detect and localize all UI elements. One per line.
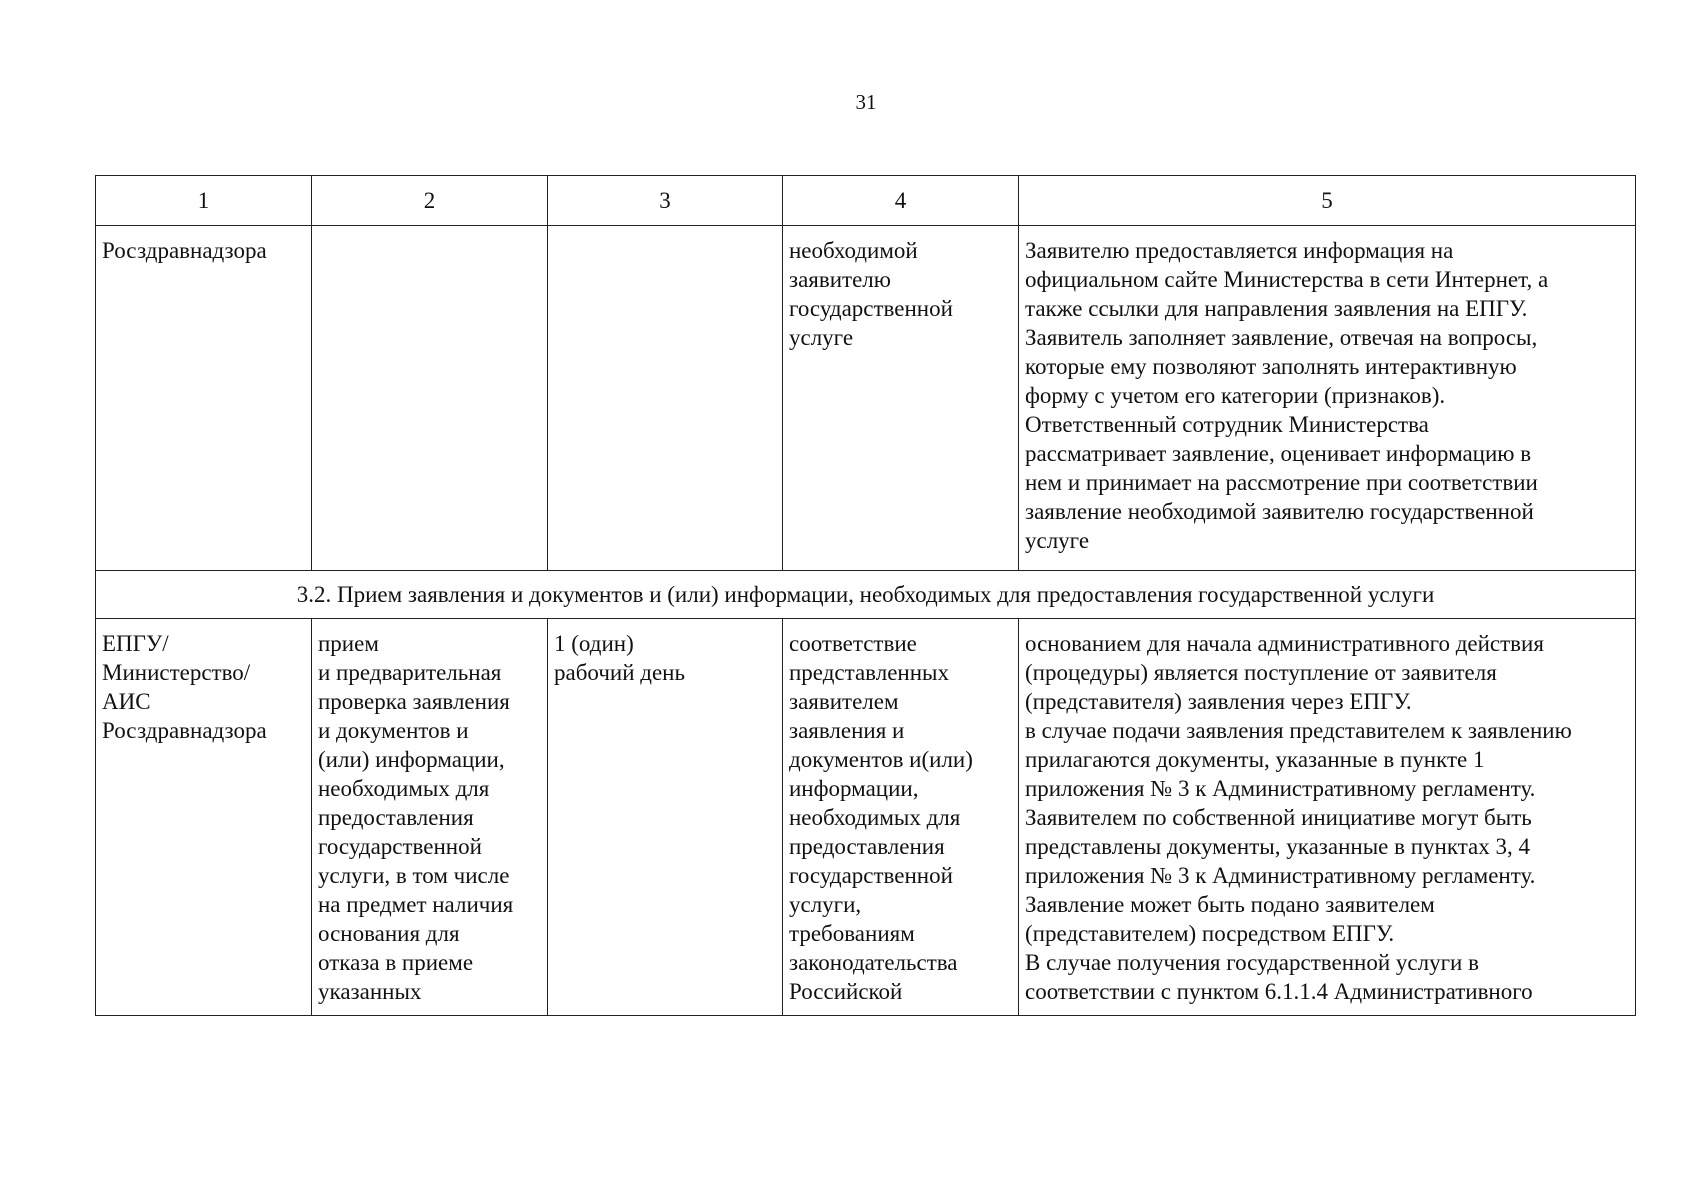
column-header-1: 1: [96, 176, 312, 226]
cell-responsible-system: Росздравнадзора: [96, 226, 312, 571]
section-title: 3.2. Прием заявления и документов и (или) информации, необходимых для предоставления государственной услуги: [96, 571, 1636, 619]
cell-result-description: основанием для начала административного действия (процедуры) является поступление от заявителя (представителя) заявления через ЕПГУ. в случае подачи заявления представителем к заявлению прилагаются документы, указанные в пункте 1 приложения № 3 к Административному регламенту. Заявителем по собственной инициативе могут быть представлены документы, указанные в пунктах 3, 4 приложения № 3 к Административному регламенту. Заявление может быть подано заявителем (представителем) посредством ЕПГУ. В случае получения государственной услуги в соответствии с пунктом 6.1.1.4 Административного: [1019, 619, 1636, 1016]
column-header-2: 2: [312, 176, 548, 226]
column-header-3: 3: [548, 176, 783, 226]
procedure-table: [95, 175, 1636, 1016]
page-number: 31: [855, 90, 877, 114]
cell-decision-criteria: необходимой заявителю государственной услуге: [783, 226, 1019, 571]
column-header-5: 5: [1019, 176, 1636, 226]
column-header-4: 4: [783, 176, 1019, 226]
table-row-main: [96, 619, 1636, 1016]
cell-procedure-content: [312, 226, 548, 571]
cell-decision-criteria: соответствие представленных заявителем заявления и документов и(или) информации, необходимых для предоставления государственной услуги, требованиям законодательства Российской: [783, 619, 1019, 1016]
table-row-continued: [96, 226, 1636, 571]
table-header-row: [96, 176, 1636, 226]
cell-result-description: Заявителю предоставляется информация на официальном сайте Министерства в сети Интернет, а также ссылки для направления заявления на ЕПГУ. Заявитель заполняет заявление, отвечая на вопросы, которые ему позволяют заполнять интерактивную форму с учетом его категории (признаков). Ответственный сотрудник Министерства рассматривает заявление, оценивает информацию в нем и принимает на рассмотрение при соответствии заявление необходимой заявителю государственной услуге: [1019, 226, 1636, 571]
cell-duration: [548, 226, 783, 571]
cell-procedure-content: прием и предварительная проверка заявления и документов и (или) информации, необходимых для предоставления государственной услуги, в том числе на предмет наличия основания для отказа в приеме указанных: [312, 619, 548, 1016]
cell-duration: 1 (один) рабочий день: [548, 619, 783, 1016]
cell-responsible-system: ЕПГУ/ Министерство/ АИС Росздравнадзора: [96, 619, 312, 1016]
section-heading-row: [96, 571, 1636, 619]
